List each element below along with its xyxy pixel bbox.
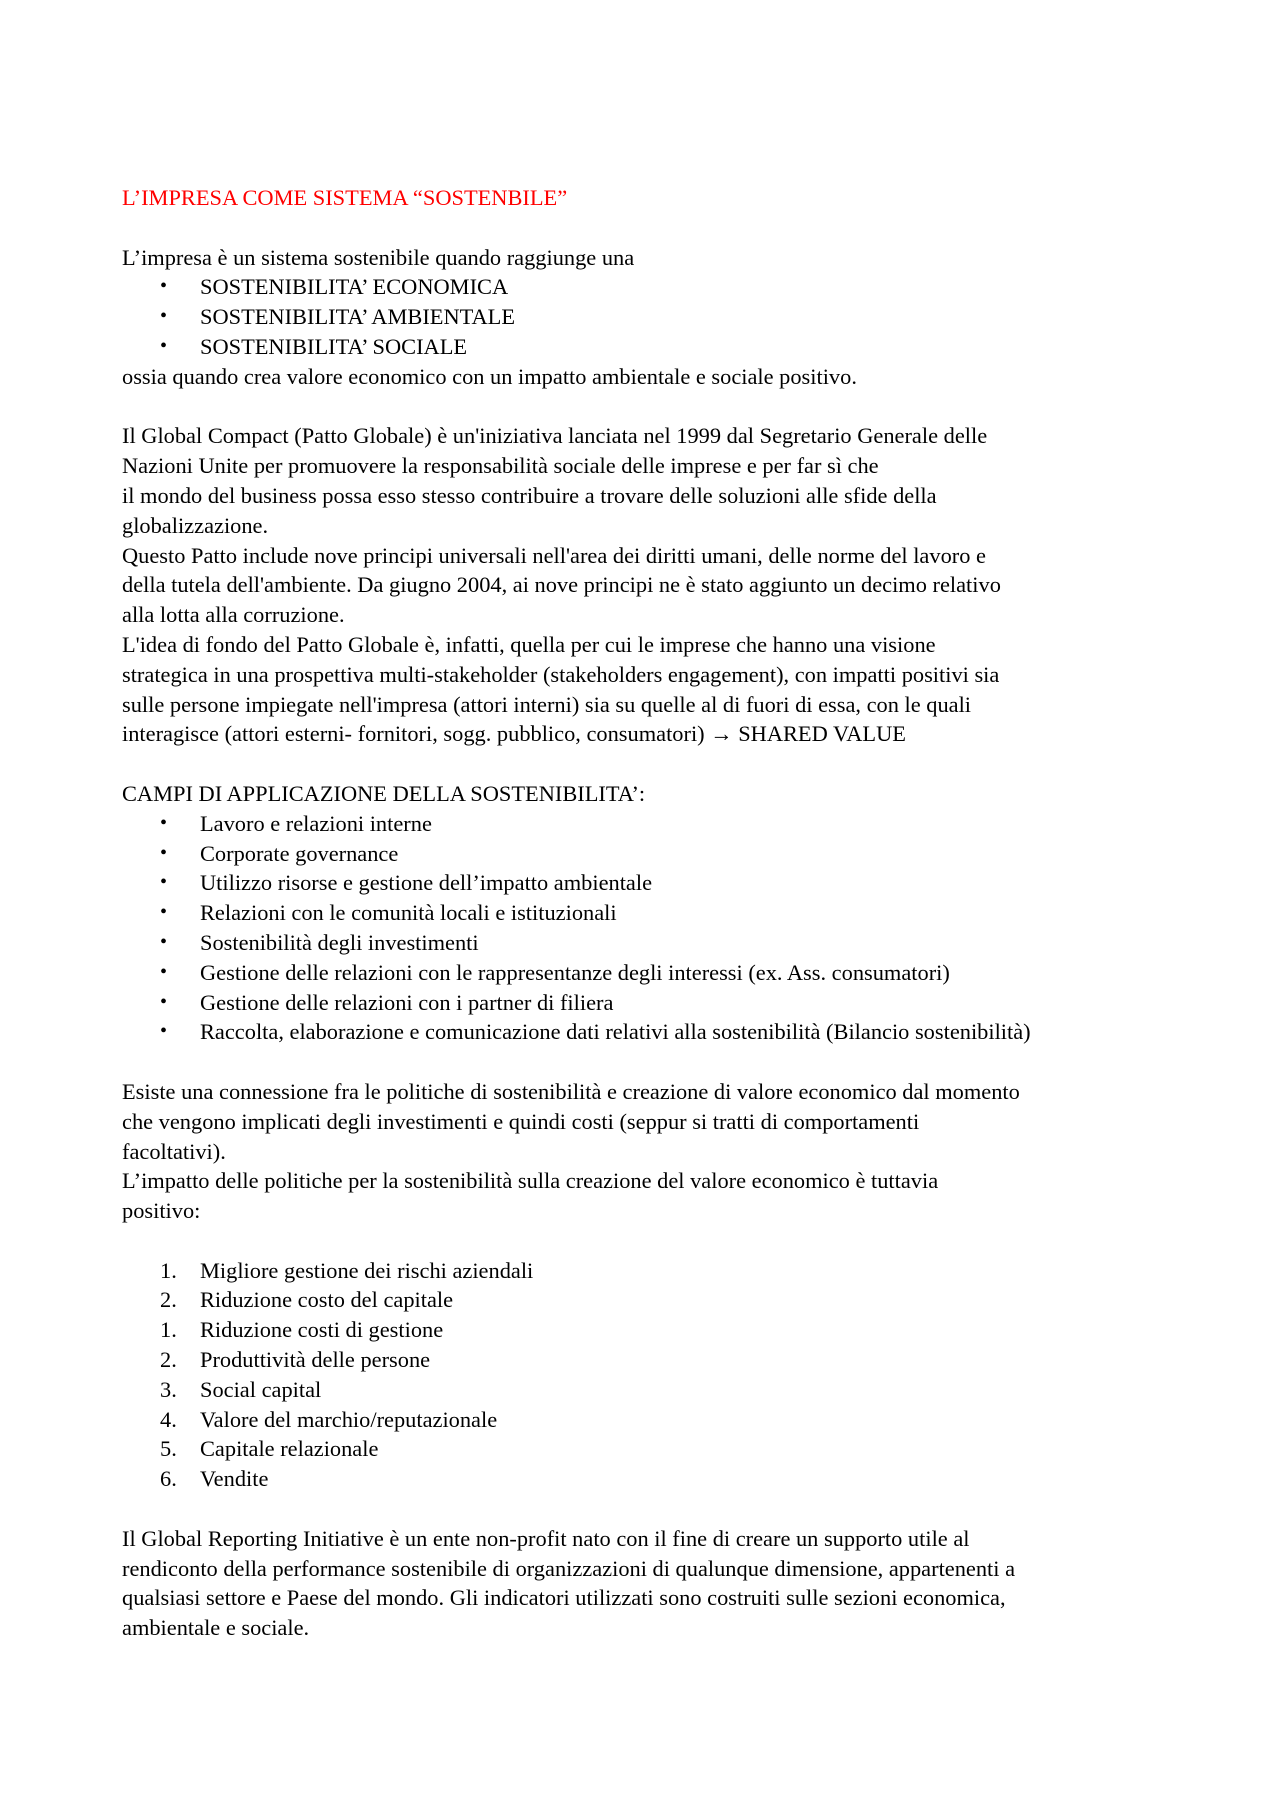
spacer — [122, 392, 1182, 422]
sustainability-list — [122, 272, 1182, 361]
fields-list — [122, 809, 1182, 1047]
text-line: ambientale e sociale. — [122, 1615, 310, 1641]
list-item: • Raccolta, elaborazione e comunicazione dati relativi alla sostenibilità (Bilancio sostenibilità) — [122, 1017, 1182, 1047]
list-item: 2. Riduzione costo del capitale — [122, 1285, 1182, 1315]
list-number: 2. — [160, 1347, 177, 1373]
text-line: globalizzazione. — [122, 512, 269, 538]
list-item: 3. Social capital — [122, 1375, 1182, 1405]
bullet-icon: • — [160, 811, 168, 834]
bullet-icon: • — [160, 1020, 168, 1043]
text-line: Il Global Reporting Initiative è un ente non-profit nato con il fine di creare un supporto utile al — [122, 1525, 970, 1551]
list-item: • SOSTENIBILITA’ SOCIALE — [122, 332, 1182, 362]
list-item: 1. Migliore gestione dei rischi aziendali — [122, 1256, 1182, 1286]
spacer — [122, 749, 1182, 779]
list-item: • Relazioni con le comunità locali e istituzionali — [122, 898, 1182, 928]
text-line: Il Global Compact (Patto Globale) è un'iniziativa lanciata nel 1999 dal Segretario Generale delle — [122, 423, 988, 449]
text-line: facoltativi). — [122, 1138, 226, 1164]
global-compact-paragraph — [122, 421, 1182, 749]
bullet-icon: • — [160, 871, 168, 894]
bullet-icon: • — [160, 990, 168, 1013]
text-line: L’impatto delle politiche per la sostenibilità sulla creazione del valore economico è tuttavia — [122, 1168, 939, 1194]
list-item: 5. Capitale relazionale — [122, 1434, 1182, 1464]
bullet-icon: • — [160, 901, 168, 924]
list-item: • Utilizzo risorse e gestione dell’impatto ambientale — [122, 868, 1182, 898]
list-number: 5. — [160, 1436, 177, 1462]
bullet-icon: • — [160, 275, 168, 298]
list-item: 1. Riduzione costi di gestione — [122, 1315, 1182, 1345]
list-number: 6. — [160, 1466, 177, 1492]
list-number: 2. — [160, 1287, 177, 1313]
text-line: sulle persone impiegate nell'impresa (attori interni) sia su quelle al di fuori di essa, con le quali — [122, 691, 972, 717]
bullet-icon: • — [160, 334, 168, 357]
gri-paragraph — [122, 1524, 1182, 1643]
text-line: che vengono implicati degli investimenti e quindi costi (seppur si tratti di comportamenti — [122, 1108, 920, 1134]
text-line: il mondo del business possa esso stesso contribuire a trovare delle soluzioni alle sfide della — [122, 482, 937, 508]
bullet-icon: • — [160, 841, 168, 864]
text-line: qualsiasi settore e Paese del mondo. Gli indicatori utilizzati sono costruiti sulle sezioni economica, — [122, 1585, 1006, 1611]
list-item: • SOSTENIBILITA’ AMBIENTALE — [122, 302, 1182, 332]
list-number: 3. — [160, 1376, 177, 1402]
list-item: • Sostenibilità degli investimenti — [122, 928, 1182, 958]
text-line: della tutela dell'ambiente. Da giugno 2004, ai nove principi ne è stato aggiunto un decimo relativo — [122, 572, 1001, 598]
text-line: Nazioni Unite per promuovere la responsabilità sociale delle imprese e per far sì che — [122, 453, 879, 479]
text-line: strategica in una prospettiva multi-stakeholder (stakeholders engagement), con impatti positivi sia — [122, 661, 1000, 687]
spacer — [122, 1226, 1182, 1256]
list-item: • Corporate governance — [122, 839, 1182, 869]
fields-heading: CAMPI DI APPLICAZIONE DELLA SOSTENIBILITA’: — [122, 780, 646, 806]
list-number: 1. — [160, 1317, 177, 1343]
text-line: Questo Patto include nove principi universali nell'area dei diritti umani, delle norme del lavoro e — [122, 542, 986, 568]
list-item: 6. Vendite — [122, 1464, 1182, 1494]
spacer — [122, 1047, 1182, 1077]
bullet-icon: • — [160, 305, 168, 328]
list-number: 4. — [160, 1406, 177, 1432]
text-line: L'idea di fondo del Patto Globale è, infatti, quella per cui le imprese che hanno una visione — [122, 631, 936, 657]
list-item: • SOSTENIBILITA’ ECONOMICA — [122, 272, 1182, 302]
list-item: 4. Valore del marchio/reputazionale — [122, 1405, 1182, 1435]
list-item: • Gestione delle relazioni con i partner di filiera — [122, 988, 1182, 1018]
page-title: L’IMPRESA COME SISTEMA “SOSTENBILE” — [122, 185, 568, 210]
intro-text: L’impresa è un sistema sostenibile quando raggiunge una — [122, 244, 635, 270]
text-line: interagisce (attori esterni- fornitori, sogg. pubblico, consumatori) → SHARED VALUE — [122, 721, 906, 747]
benefits-list — [122, 1256, 1182, 1494]
text-line: positivo: — [122, 1198, 201, 1224]
list-item: 2. Produttività delle persone — [122, 1345, 1182, 1375]
connection-paragraph — [122, 1077, 1182, 1226]
document-content — [122, 183, 1182, 1643]
bullet-icon: • — [160, 960, 168, 983]
spacer — [122, 213, 1182, 243]
text-line: Esiste una connessione fra le politiche di sostenibilità e creazione di valore economico dal momento — [122, 1078, 1020, 1104]
spacer — [122, 1494, 1182, 1524]
list-number: 1. — [160, 1257, 177, 1283]
bullet-icon: • — [160, 930, 168, 953]
text-line: rendiconto della performance sostenibile di organizzazioni di qualunque dimensione, appartenenti a — [122, 1555, 1016, 1581]
intro-end-text: ossia quando crea valore economico con un impatto ambientale e sociale positivo. — [122, 363, 857, 389]
list-item: • Lavoro e relazioni interne — [122, 809, 1182, 839]
text-line: alla lotta alla corruzione. — [122, 602, 345, 628]
list-item: • Gestione delle relazioni con le rappresentanze degli interessi (ex. Ass. consumatori) — [122, 958, 1182, 988]
